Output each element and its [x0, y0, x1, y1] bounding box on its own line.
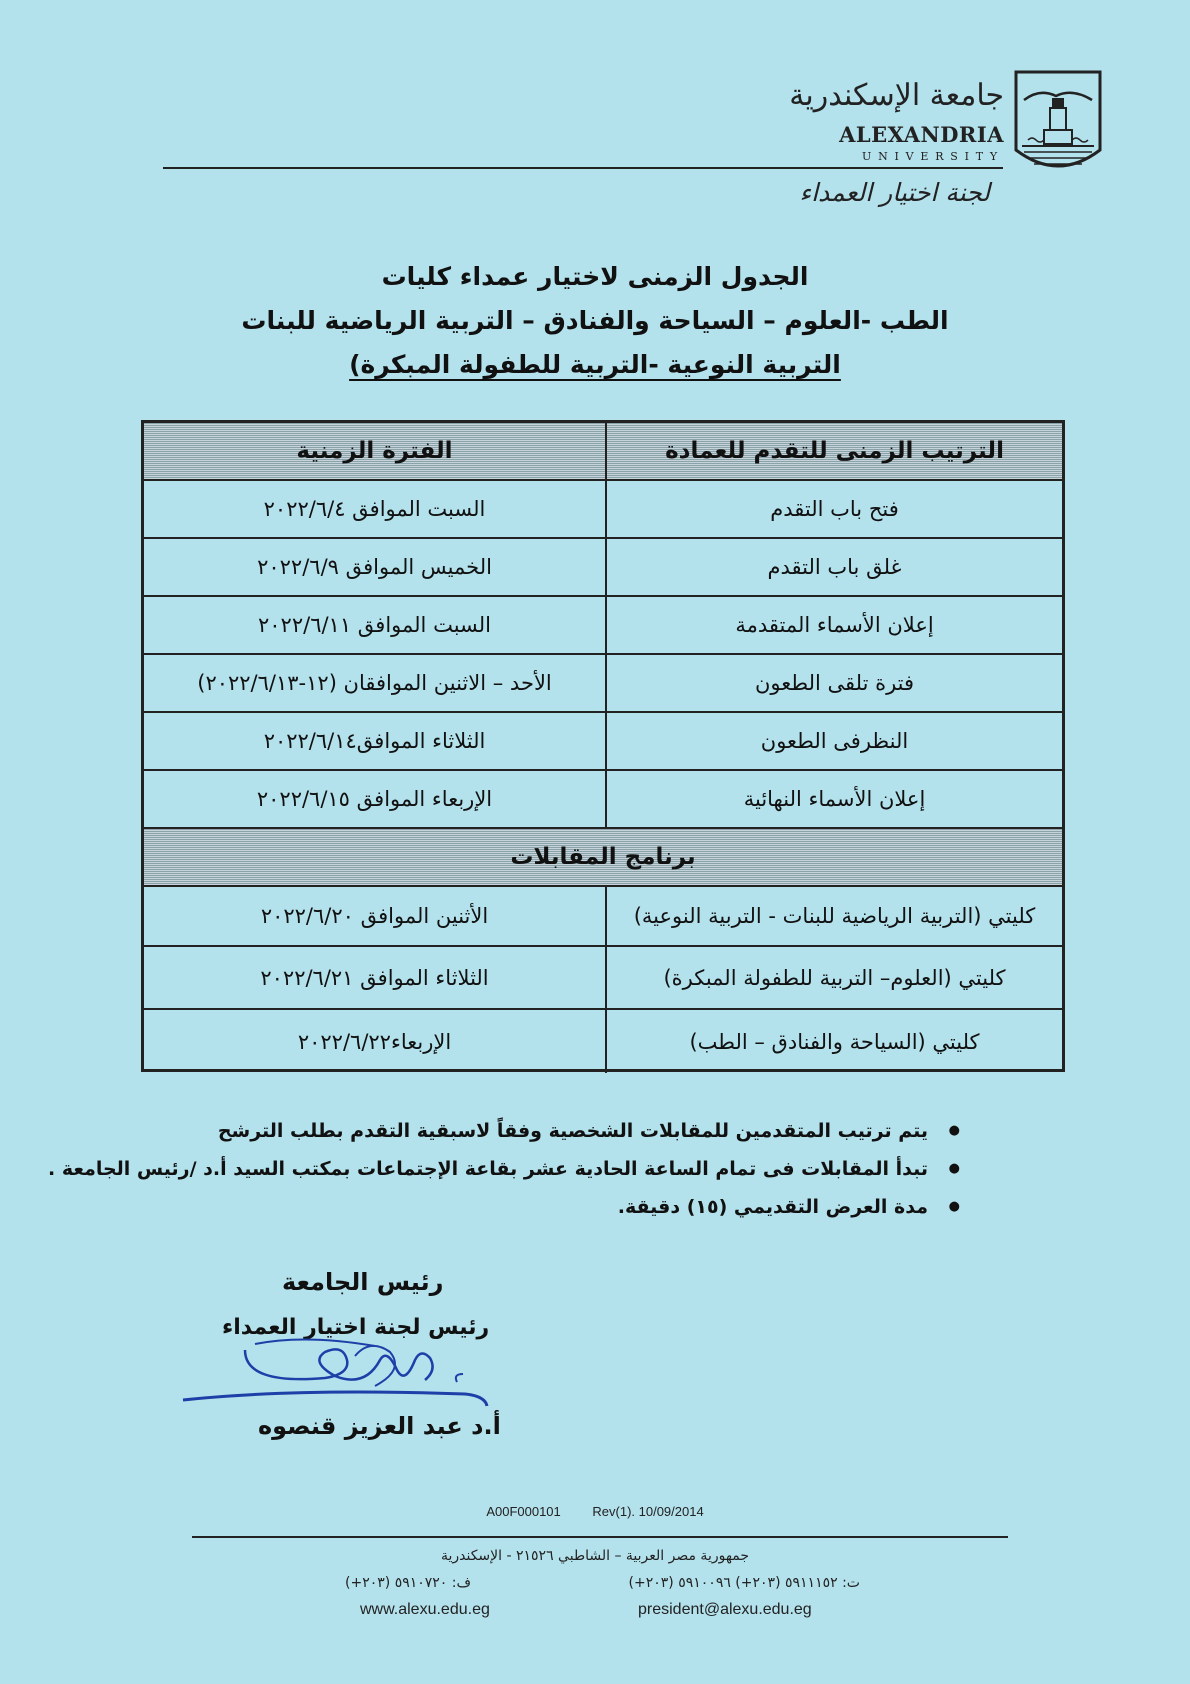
form-code: A00F000101 — [486, 1504, 561, 1519]
footer-fax: ف: ٥٩١٠٧٢٠ (٢٠٣+) — [345, 1575, 472, 1591]
footer-website: www.alexu.edu.eg — [360, 1601, 490, 1618]
row-period: الأحد – الاثنين الموافقان (١٢-٢٠٢٢/٦/١٣) — [144, 655, 607, 713]
signatory-name: أ.د عبد العزيز قنصوه — [258, 1412, 501, 1440]
interview-date: الأثنين الموافق ٢٠٢٢/٦/٢٠ — [144, 887, 607, 947]
notes-list — [48, 1112, 960, 1226]
signature-title-committee: رئيس لجنة اختيار العمداء — [222, 1315, 490, 1340]
committee-name: لجنة اختيار العمداء — [799, 178, 990, 207]
university-logo — [789, 70, 1104, 180]
row-stage: غلق باب التقدم — [607, 539, 1062, 597]
interview-date: الثلاثاء الموافق ٢٠٢٢/٦/٢١ — [144, 947, 607, 1010]
signature-title-president: رئيس الجامعة — [282, 1268, 444, 1296]
row-stage: إعلان الأسماء النهائية — [607, 771, 1062, 829]
interviews-header: برنامج المقابلات — [144, 829, 1062, 887]
document-title-line3: التربية النوعية -التربية للطفولة المبكرة) — [349, 350, 841, 379]
header-stage: الترتيب الزمنى للتقدم للعمادة — [607, 423, 1062, 481]
schedule-table — [141, 420, 1065, 1072]
interview-faculties: كليتي (العلوم– التربية للطفولة المبكرة) — [607, 947, 1062, 1010]
row-period: الإربعاء الموافق ٢٠٢٢/٦/١٥ — [144, 771, 607, 829]
row-stage: فترة تلقى الطعون — [607, 655, 1062, 713]
document-title-line2: الطب -العلوم – السياحة والفنادق – التربية الرياضية للبنات — [241, 306, 949, 335]
university-name-english: ALEXANDRIA — [839, 122, 1004, 147]
header-period: الفترة الزمنية — [144, 423, 607, 481]
interview-faculties: كليتي (التربية الرياضية للبنات - التربية النوعية) — [607, 887, 1062, 947]
footer-divider — [192, 1536, 1008, 1538]
footer-phone: ت: ٥٩١١١٥٢ (٢٠٣+) ٥٩١٠٠٩٦ (٢٠٣+) — [628, 1575, 860, 1591]
row-period: السبت الموافق ٢٠٢٢/٦/٤ — [144, 481, 607, 539]
lighthouse-emblem-icon — [1012, 70, 1104, 178]
note-item: ● مدة العرض التقديمي (١٥) دقيقة. — [48, 1188, 960, 1226]
row-period: الخميس الموافق ٢٠٢٢/٦/٩ — [144, 539, 607, 597]
row-stage: فتح باب التقدم — [607, 481, 1062, 539]
row-period: السبت الموافق ٢٠٢٢/٦/١١ — [144, 597, 607, 655]
form-code-line — [0, 1504, 1190, 1519]
university-name-arabic: جامعة الإسكندرية — [789, 78, 1004, 113]
document-title-line1: الجدول الزمنى لاختيار عمداء كليات — [381, 262, 809, 291]
note-item: ● يتم ترتيب المتقدمين للمقابلات الشخصية وفقاً لاسبقية التقدم بطلب الترشح — [48, 1112, 960, 1150]
row-stage: إعلان الأسماء المتقدمة — [607, 597, 1062, 655]
header-divider — [163, 167, 1003, 169]
footer-email: president@alexu.edu.eg — [638, 1601, 812, 1618]
row-stage: النظرفى الطعون — [607, 713, 1062, 771]
footer-address: جمهورية مصر العربية – الشاطبي ٢١٥٢٦ - الإسكندرية — [440, 1548, 750, 1564]
row-period: الثلاثاء الموافق٢٠٢٢/٦/١٤ — [144, 713, 607, 771]
interview-faculties: كليتي (السياحة والفنادق – الطب) — [689, 1029, 980, 1054]
university-name-english-sub: UNIVERSITY — [862, 150, 1004, 163]
form-revision: Rev(1). 10/09/2014 — [592, 1504, 704, 1519]
handwritten-signature — [175, 1330, 515, 1420]
interview-date: الإربعاء٢٠٢٢/٦/٢٢ — [144, 1010, 607, 1073]
note-item: ● تبدأ المقابلات فى تمام الساعة الحادية عشر بقاعة الإجتماعات بمكتب السيد أ.د /رئيس الجامعة . — [48, 1150, 960, 1188]
